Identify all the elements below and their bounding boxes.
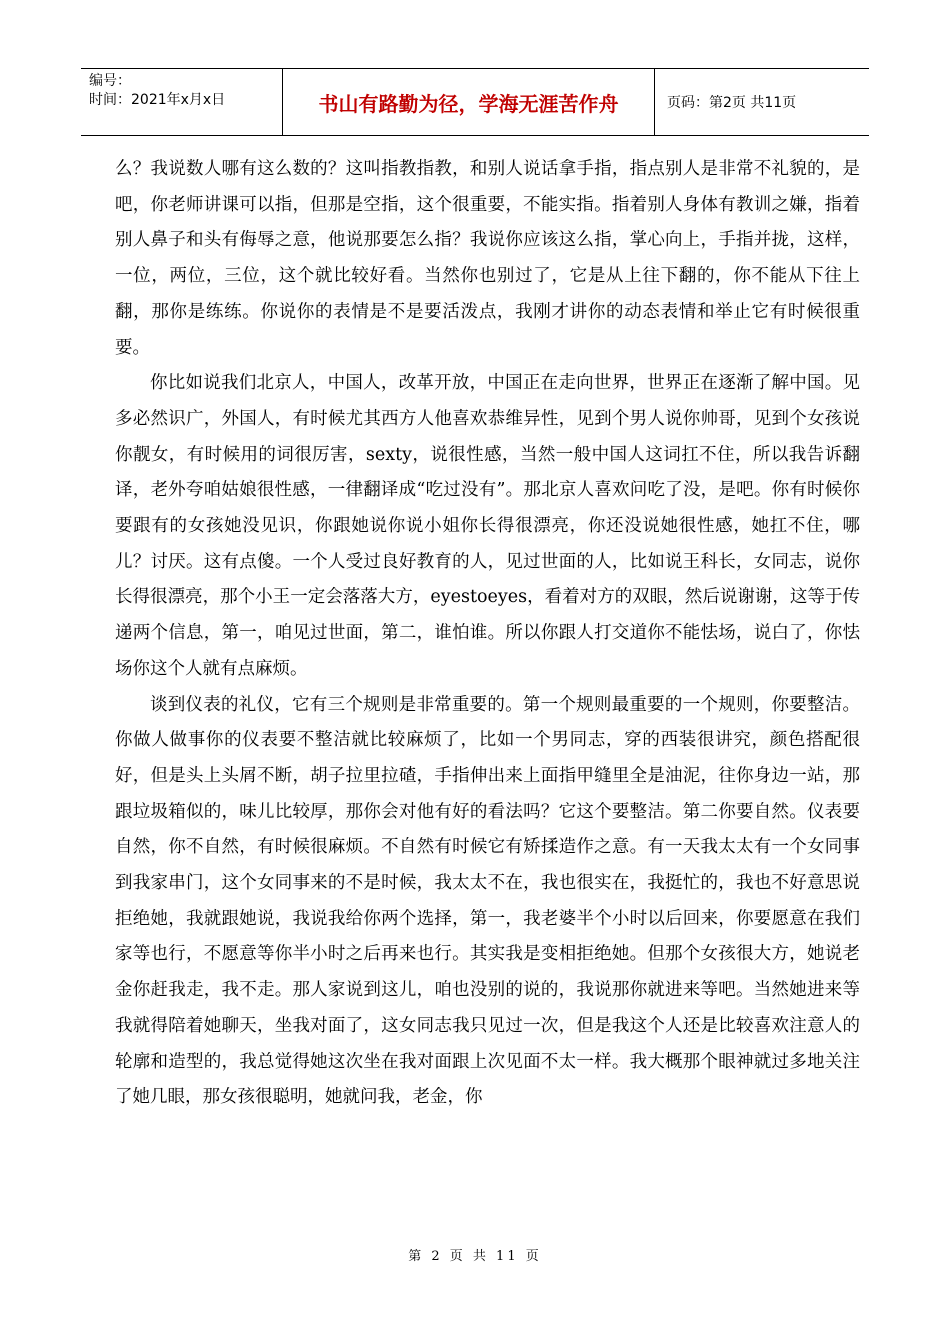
header-page-info: 页码：第2页 共11页 — [667, 95, 797, 111]
header-date: 时间：2021年x月x日 — [89, 92, 226, 108]
header-number-label: 编号： — [89, 73, 131, 89]
page-footer: 第 2 页 共 11 页 — [408, 1249, 542, 1264]
document-header — [81, 68, 869, 136]
header-meta — [81, 69, 283, 135]
paragraph-3: 谈到仪表的礼仪，它有三个规则是非常重要的。第一个规则最重要的一个规则，你要整洁。你做人做事你的仪表要不整洁就比较麻烦了，比如一个男同志，穿的西装很讲究，颜色搭配很好，但是头上头屑不断，胡子拉里拉碴，手指伸出来上面指甲缝里全是油泥，往你身边一站，那跟垃圾箱似的，味儿比较厚，那你会对他有好的看法吗？它这个要整洁。第二你要自然。仪表要自然，你不自然，有时候很麻烦。不自然有时候它有矫揉造作之意。有一天我太太有一个女同事到我家串门，这个女同事来的不是时候，我太太不在，我也很实在，我挺忙的，我也不好意思说拒绝她，我就跟她说，我说我给你两个选择，第一，我老婆半个小时以后回来，你要愿意在我们家等也行，不愿意等你半小时之后再来也行。其实我是变相拒绝她。但那个女孩很大方，她说老金你赶我走，我不走。那人家说到这儿，咱也没别的说的，我说那你就进来等吧。当然她进来等我就得陪着她聊天，坐我对面了，这女同志我只见过一次，但是我这个人还是比较喜欢注意人的轮廓和造型的，我总觉得她这次坐在我对面跟上次见面不太一样。我大概那个眼神就过多地关注了她几眼，那女孩很聪明，她就问我，老金，你 — [115, 694, 860, 1108]
paragraph-2: 你比如说我们北京人，中国人，改革开放，中国正在走向世界，世界正在逐渐了解中国。见多必然识广，外国人，有时候尤其西方人他喜欢恭维异性，见到个男人说你帅哥，见到个女孩说你靓女，有时候用的词很厉害，sexty，说很性感，当然一般中国人这词扛不住，所以我告诉翻译，老外夸咱姑娘很性感，一律翻译成“吃过没有”。那北京人喜欢问吃了没，是吧。你有时候你要跟有的女孩她没见识，你跟她说你说小姐你长得很漂亮，你还没说她很性感，她扛不住，哪儿？讨厌。这有点傻。一个人受过良好教育的人，见过世面的人，比如说王科长，女同志，说你长得很漂亮，那个小王一定会落落大方，eyestoeyes，看着对方的双眼，然后说谢谢，这等于传递两个信息，第一，咱见过世面，第二，谁怕谁。所以你跟人打交道你不能怯场，说白了，你怯场你这个人就有点麻烦。 — [115, 373, 860, 679]
paragraph-1: 么？我说数人哪有这么数的？这叫指教指教，和别人说话拿手指，指点别人是非常不礼貌的，是吧，你老师讲课可以指，但那是空指，这个很重要，不能实指。指着别人身体有教训之嫌，指着别人鼻子和头有侮辱之意，他说那要怎么指？我说你应该这么指，掌心向上，手指并拢，这样，一位，两位，三位，这个就比较好看。当然你也别过了，它是从上往下翻的，你不能从下往上翻，那你是练练。你说你的表情是不是要活泼点，我刚才讲你的动态表情和举止它有时候很重要。 — [115, 159, 860, 358]
document-body — [115, 152, 860, 1116]
header-motto: 书山有路勤为径，学海无涯苦作舟 — [283, 69, 655, 135]
